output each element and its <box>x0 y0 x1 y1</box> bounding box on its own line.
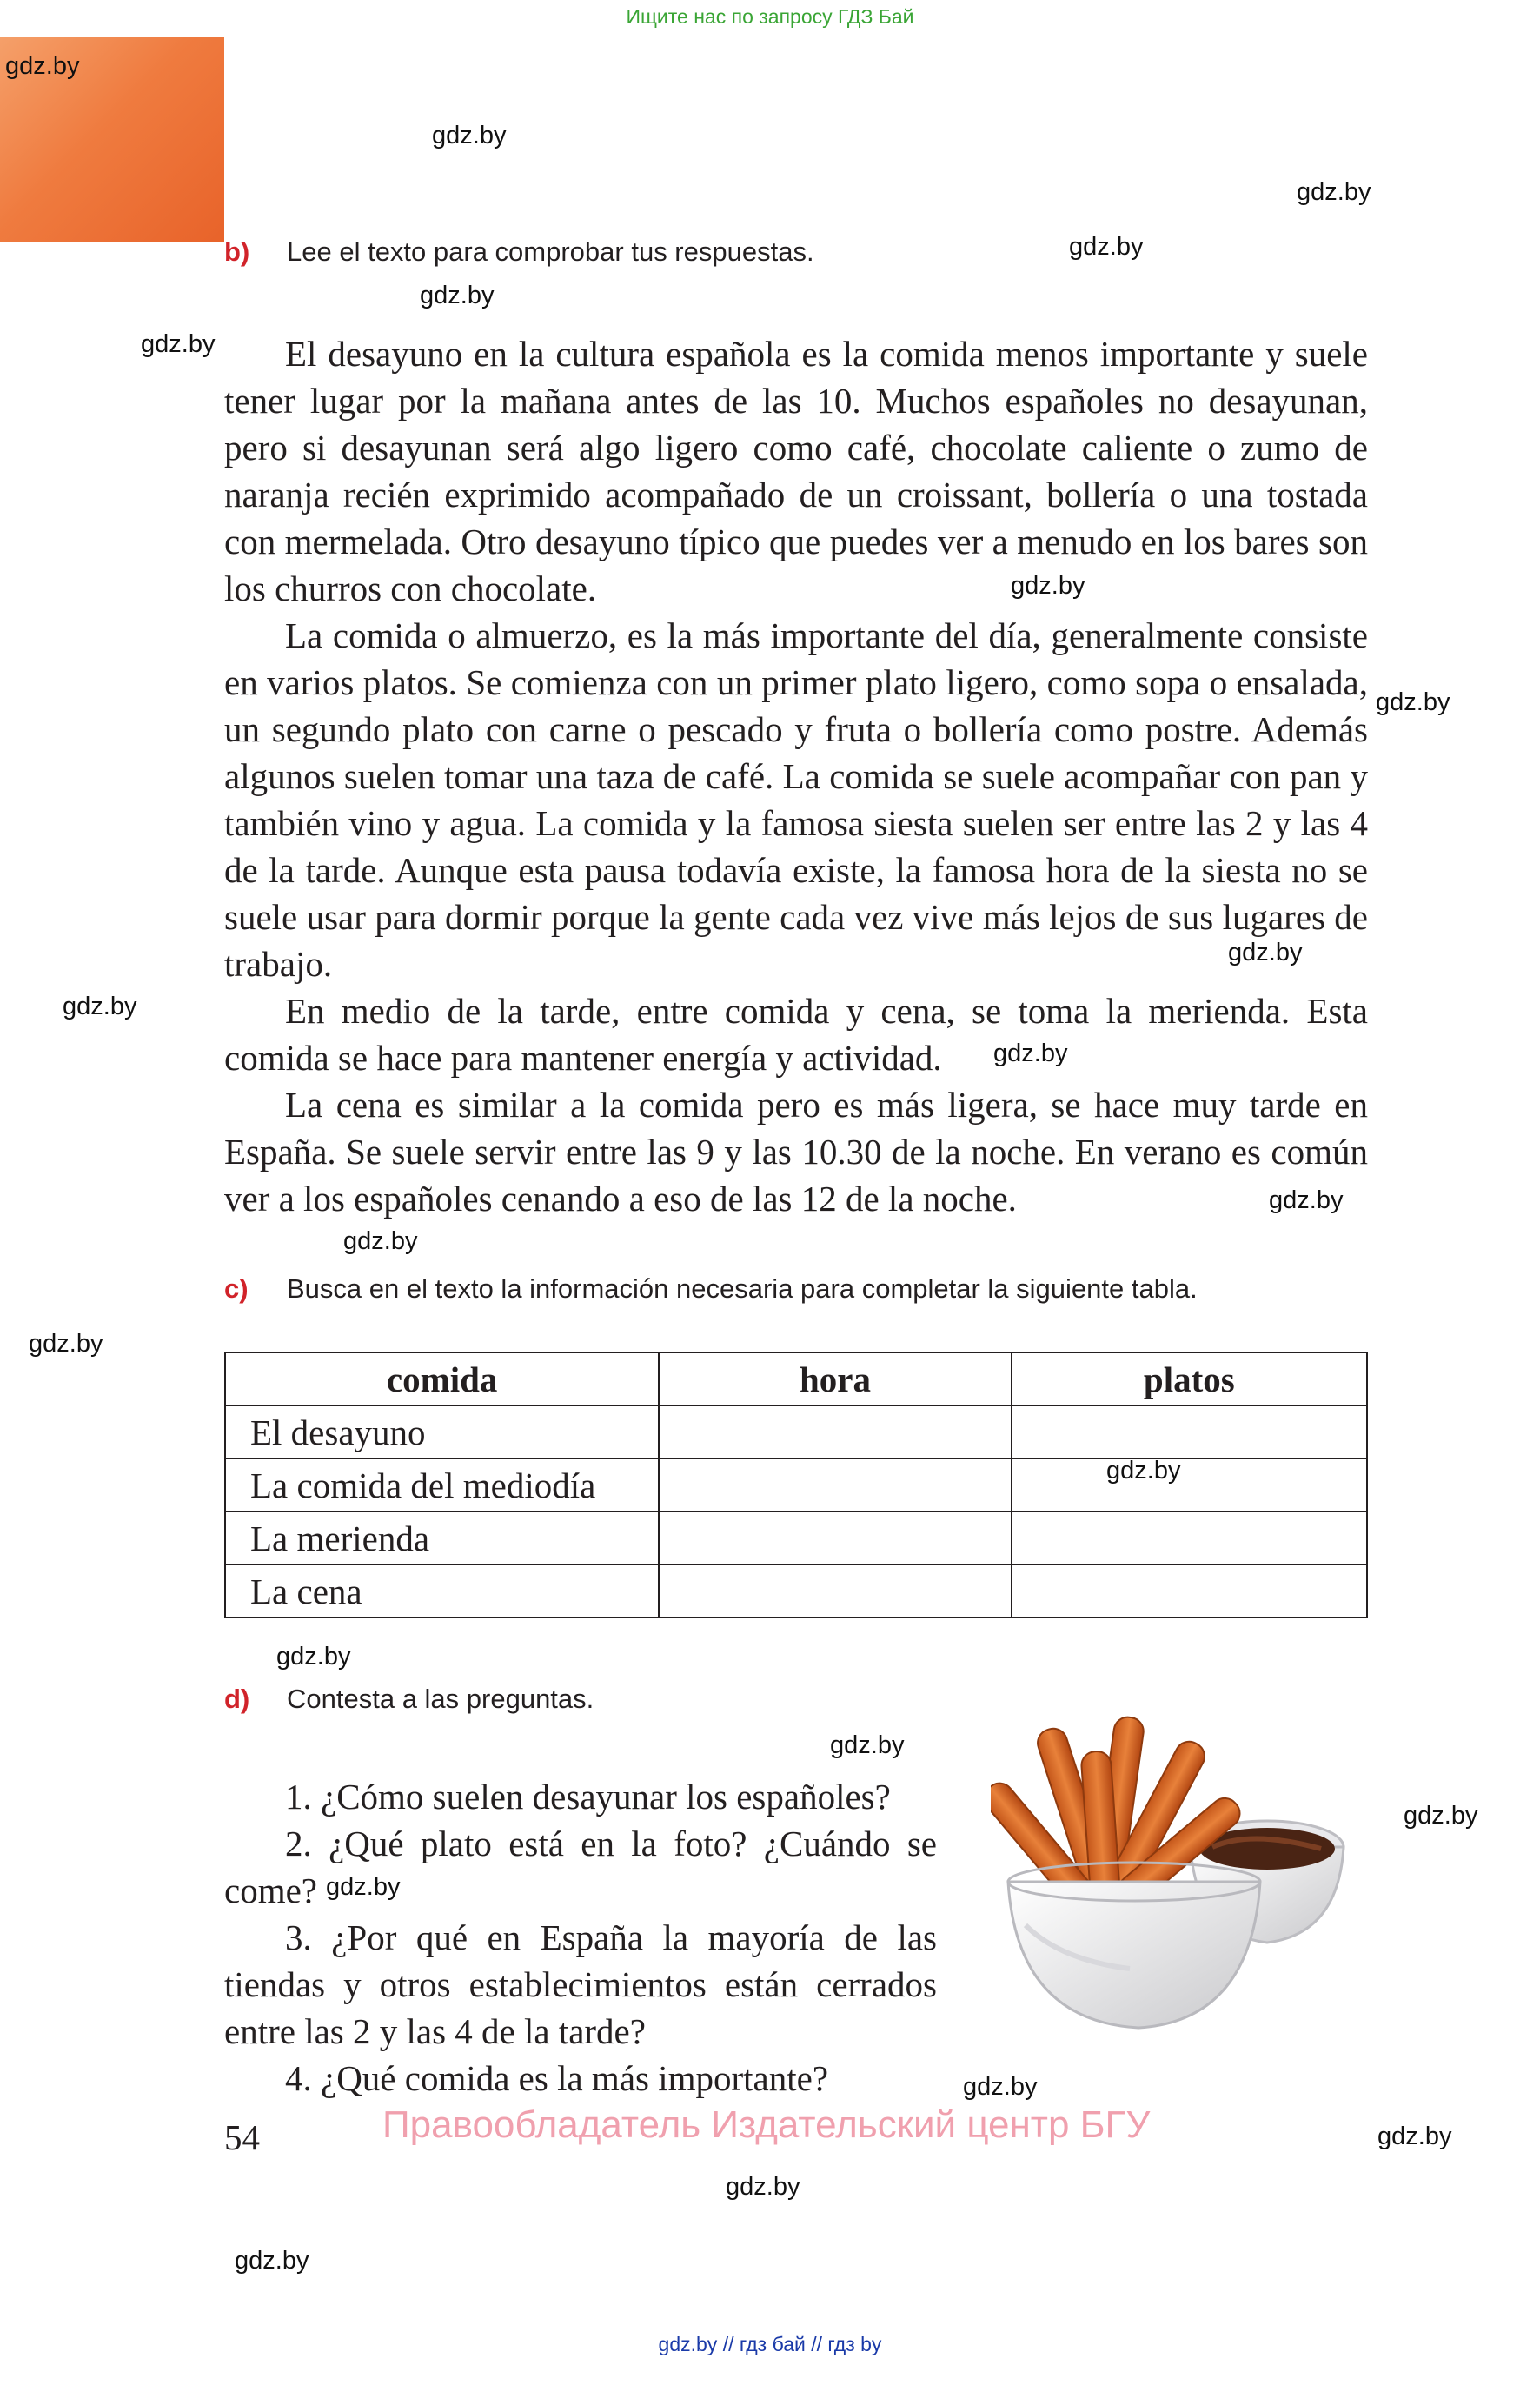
question-item: 2. ¿Qué plato está en la foto? ¿Cuándo se come? <box>224 1824 937 1910</box>
watermark: gdz.by <box>29 1330 103 1358</box>
watermark: gdz.by <box>420 282 495 309</box>
watermark: gdz.by <box>1376 688 1450 716</box>
paragraph-breakfast: El desayuno en la cultura española es la comida menos importante y suele tener lugar por la mañana antes de las 10. Muchos españoles no desayunan, pero si desayunan será algo ligero como café, chocolate caliente o zumo de naranja recién exprimido acompañado de un croissant, bollería o una tostada con mermelada. Otro desayuno típico que puedes ver a menudo en los bares son los churros con chocolate. <box>224 334 1368 608</box>
answer-cell[interactable] <box>1012 1458 1367 1511</box>
churros-photo <box>991 1708 1373 2038</box>
watermark: gdz.by <box>726 2173 800 2201</box>
instruction-text: Contesta a las preguntas. <box>287 1684 594 1714</box>
answer-cell[interactable] <box>659 1565 1011 1618</box>
answer-cell[interactable] <box>1012 1511 1367 1565</box>
watermark: gdz.by <box>1269 1186 1344 1214</box>
task-d-instruction <box>224 1684 594 1715</box>
table-row <box>225 1511 1367 1565</box>
table-row <box>225 1565 1367 1618</box>
task-c-instruction <box>224 1273 1198 1305</box>
watermark: gdz.by <box>1106 1457 1181 1485</box>
watermark: gdz.by <box>1069 233 1144 261</box>
answer-cell[interactable] <box>659 1511 1011 1565</box>
watermark: gdz.by <box>1377 2123 1452 2150</box>
instruction-text: Lee el texto para comprobar tus respuestas. <box>287 236 814 267</box>
answer-cell[interactable] <box>659 1458 1011 1511</box>
watermark: gdz.by <box>343 1227 418 1255</box>
questions-list <box>224 1773 937 2102</box>
meal-cell: El desayuno <box>225 1405 659 1458</box>
watermark: gdz.by <box>993 1040 1068 1067</box>
watermark: gdz.by <box>432 122 507 149</box>
table-row <box>225 1405 1367 1458</box>
footer-links[interactable]: gdz.by // гдз бай // гдз by <box>658 2333 882 2355</box>
question-item: 3. ¿Por qué en España la mayoría de las tiendas y otros establecimientos están cerrados entre las 2 y las 4 de la tarde? <box>224 1917 937 2051</box>
table-header: comida <box>225 1352 659 1405</box>
watermark: gdz.by <box>1297 178 1371 206</box>
watermark: gdz.by <box>5 52 80 80</box>
task-letter: c) <box>224 1273 249 1304</box>
watermark: gdz.by <box>830 1731 905 1759</box>
watermark: gdz.by <box>963 2073 1038 2101</box>
answer-cell[interactable] <box>1012 1405 1367 1458</box>
paragraph-merienda: En medio de la tarde, entre comida y cena, se toma la merienda. Esta comida se hace para mantener energía y actividad. <box>224 991 1368 1078</box>
page-number: 54 <box>224 2117 260 2157</box>
task-letter: d) <box>224 1684 250 1714</box>
answer-cell[interactable] <box>1012 1565 1367 1618</box>
watermark: gdz.by <box>1011 572 1085 600</box>
task-letter: b) <box>224 236 250 267</box>
meal-cell: La merienda <box>225 1511 659 1565</box>
task-b-instruction <box>224 236 814 268</box>
table-header: platos <box>1012 1352 1367 1405</box>
watermark: gdz.by <box>235 2247 309 2275</box>
paragraph-lunch: La comida o almuerzo, es la más importante del día, generalmente consiste en varios platos. Se comienza con un primer plato ligero, como sopa o ensalada, un segundo plato con carne o pescado y fruta o bollería como postre. Además algunos suelen tomar una taza de café. La comida se suele acompañar con pan y también vino y agua. La comida y la famosa siesta suelen ser entre las 2 y las 4 de la tarde. Aunque esta pausa todavía existe, la famosa hora de la siesta no se suele usar para dormir porque la gente cada vez vive más lejos de sus lugares de trabajo. <box>224 615 1368 984</box>
rights-holder: Правообладатель Издательский центр БГУ <box>382 2103 1151 2146</box>
meals-table <box>224 1352 1368 1618</box>
meal-cell: La cena <box>225 1565 659 1618</box>
paragraph-dinner: La cena es similar a la comida pero es más ligera, se hace muy tarde en España. Se suele servir entre las 9 y las 10.30 de la noche. En verano es común ver a los españoles cenando a eso de las 12 de la noche. <box>224 1085 1368 1219</box>
watermark: gdz.by <box>63 993 137 1020</box>
question-item: 4. ¿Qué comida es la más importante? <box>285 2058 829 2098</box>
table-header: hora <box>659 1352 1011 1405</box>
table-row <box>225 1458 1367 1511</box>
watermark: gdz.by <box>141 330 216 358</box>
answer-cell[interactable] <box>659 1405 1011 1458</box>
watermark: gdz.by <box>1404 1802 1478 1830</box>
table-header-row <box>225 1352 1367 1405</box>
watermark: gdz.by <box>326 1873 401 1901</box>
top-note[interactable]: Ищите нас по запросу ГДЗ Бай <box>626 5 914 28</box>
meal-cell: La comida del mediodía <box>225 1458 659 1511</box>
question-item: 1. ¿Cómo suelen desayunar los españoles? <box>285 1777 891 1817</box>
watermark: gdz.by <box>1228 939 1303 967</box>
watermark: gdz.by <box>276 1643 351 1671</box>
instruction-text: Busca en el texto la información necesaria para completar la siguiente tabla. <box>287 1273 1198 1304</box>
